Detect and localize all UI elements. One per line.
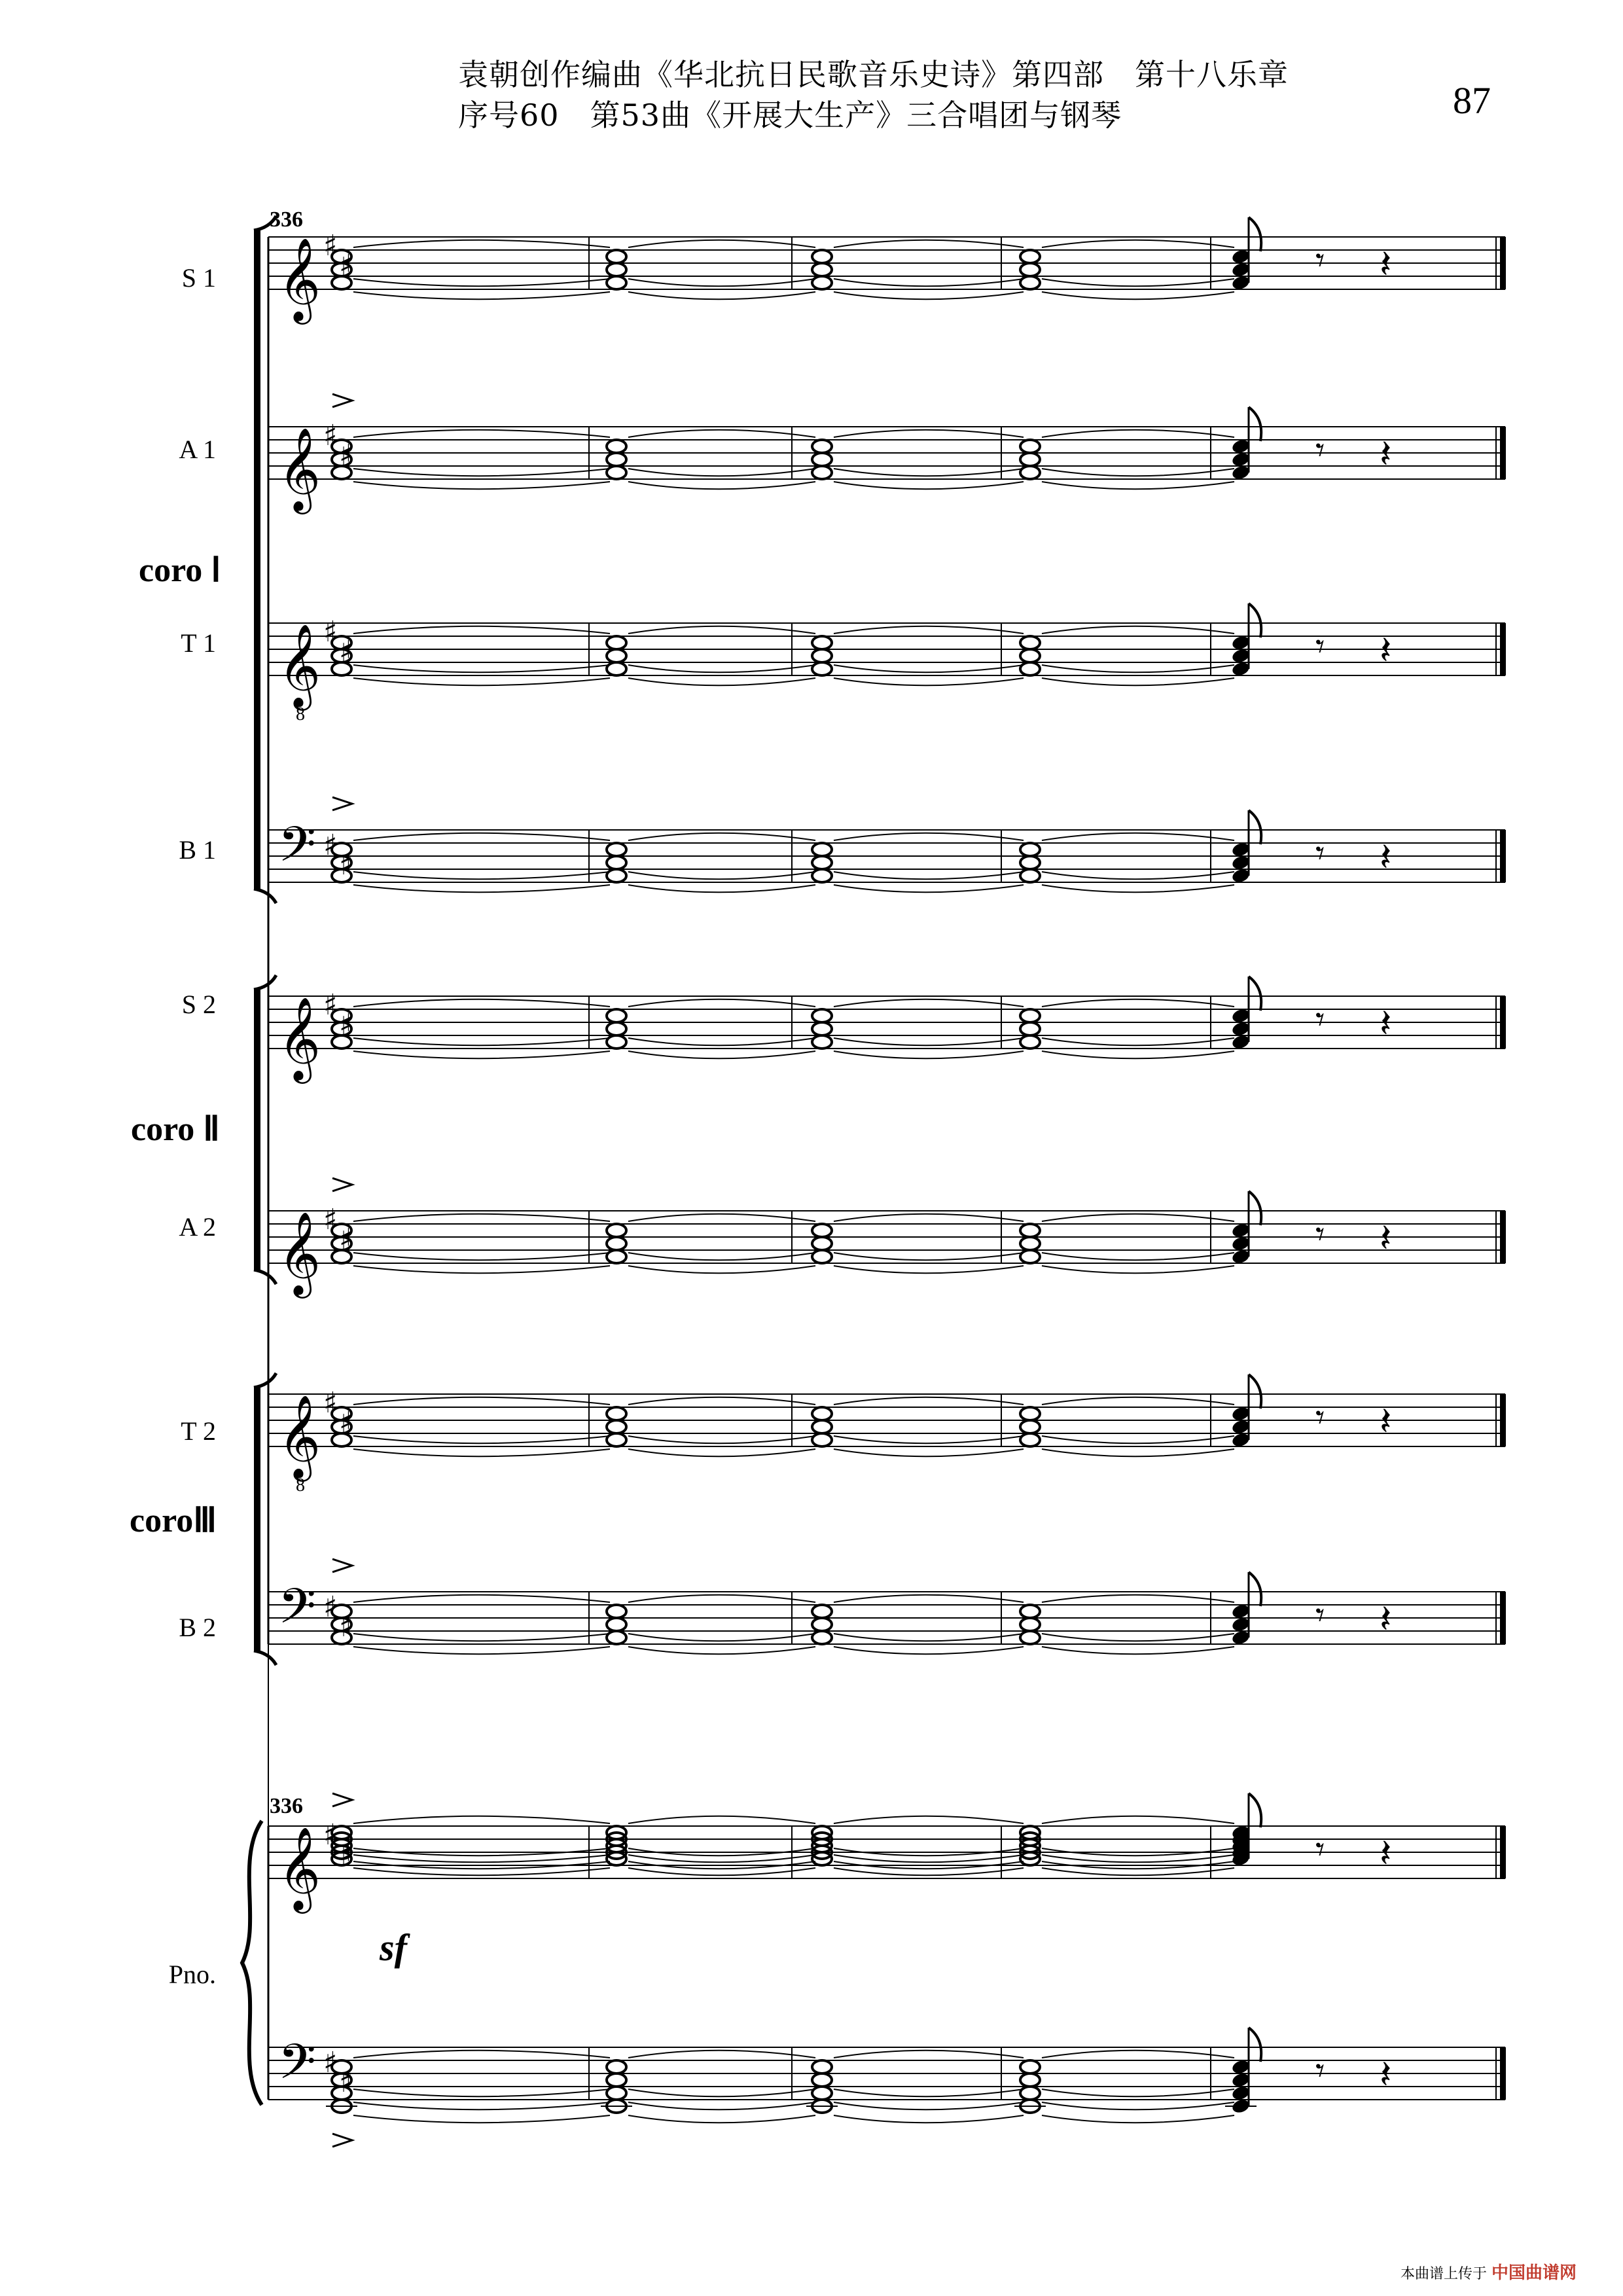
eighth-rest-icon: 𝄾: [1315, 1829, 1325, 1870]
staff-t-1: [181, 603, 1506, 725]
chord: [332, 833, 610, 892]
staff-s-1: [182, 217, 1506, 325]
ottava-marker: 8: [296, 704, 305, 725]
quarter-rest-icon: 𝄽: [1380, 2052, 1392, 2098]
chord: [607, 1214, 815, 1273]
quarter-rest-icon: 𝄽: [1380, 1001, 1392, 1047]
staff-a-1: [179, 394, 1506, 514]
chord: [1020, 1214, 1234, 1273]
chord: [607, 626, 815, 685]
treble-clef-icon: 𝄞: [278, 427, 321, 511]
footer-brand-logo: 中国曲谱网: [1491, 2263, 1577, 2283]
accent-mark: [332, 394, 352, 407]
sharp-icon: ♯: [323, 419, 338, 452]
chord: [812, 1816, 1024, 1875]
chord: [1020, 430, 1234, 489]
measure-number-piano: 336: [270, 1794, 303, 1818]
chord: [1231, 407, 1261, 481]
chord: [607, 1595, 815, 1654]
header-title-line2: 序号60 第53曲《开展大生产》三合唱团与钢琴: [458, 98, 1122, 133]
staff-label: S 1: [181, 263, 216, 293]
chord: [812, 626, 1024, 685]
sharp-icon: ♯: [323, 2046, 338, 2079]
chord: [607, 833, 815, 892]
staff-label: A 1: [179, 435, 216, 464]
chord: [1231, 810, 1261, 884]
choir-bracket: [254, 230, 260, 889]
chord: [1231, 1374, 1261, 1448]
treble-clef-icon: 𝄞: [278, 623, 321, 707]
measure-number-choir: 336: [270, 207, 303, 232]
chord: [1231, 1191, 1261, 1265]
staff-piano-bass: [268, 2028, 1506, 2147]
sharp-icon: ♯: [323, 988, 338, 1022]
bass-clef-icon: 𝄢: [278, 1578, 316, 1647]
sharp-icon: ♯: [323, 829, 338, 862]
chord: [607, 240, 815, 299]
sharp-icon: ♯: [323, 615, 338, 649]
treble-clef-icon: 𝄞: [278, 1394, 321, 1478]
eighth-rest-icon: 𝄾: [1315, 240, 1325, 281]
chord: [1231, 217, 1261, 291]
chord: [332, 430, 610, 489]
chord: [332, 626, 610, 685]
chord: [607, 1397, 815, 1456]
eighth-rest-icon: 𝄾: [1315, 626, 1325, 667]
chord: [812, 1595, 1024, 1654]
chord: [332, 999, 610, 1058]
chord: [812, 999, 1024, 1058]
chord: [1020, 1816, 1234, 1875]
chord: [812, 1214, 1024, 1273]
quarter-rest-icon: 𝄽: [1380, 1215, 1392, 1261]
accent-mark: [332, 1793, 352, 1806]
quarter-rest-icon: 𝄽: [1380, 834, 1392, 880]
sharp-icon: ♯: [323, 1818, 338, 1852]
staff-label: T 2: [181, 1416, 216, 1446]
accent-mark: [332, 2134, 352, 2147]
group-label-coro-1: coro Ⅰ: [139, 552, 221, 589]
chord: [812, 240, 1024, 299]
staff-a-2: [179, 1178, 1506, 1299]
staff-label: Pno.: [168, 1960, 216, 1989]
quarter-rest-icon: 𝄽: [1380, 431, 1392, 477]
quarter-rest-icon: 𝄽: [1380, 1399, 1392, 1444]
choir-bracket: [254, 1388, 260, 1651]
accent-mark: [332, 1178, 352, 1191]
accent-mark: [332, 1559, 352, 1572]
sharp-icon: ♯: [339, 635, 353, 668]
sharp-icon: ♯: [323, 1386, 338, 1420]
chord: [1020, 999, 1234, 1058]
sharp-icon: ♯: [323, 229, 338, 262]
staff-label: B 1: [179, 835, 216, 865]
chord: [1020, 833, 1234, 892]
chord: [1231, 1793, 1261, 1867]
bass-clef-icon: 𝄢: [278, 816, 316, 885]
chord: [1020, 240, 1234, 299]
sharp-icon: ♯: [339, 439, 353, 472]
staff-label: S 2: [181, 990, 216, 1019]
sharp-icon: ♯: [339, 249, 353, 282]
quarter-rest-icon: 𝄽: [1380, 242, 1392, 287]
chord: [1231, 603, 1261, 677]
bass-clef-icon: 𝄢: [278, 2034, 316, 2102]
quarter-rest-icon: 𝄽: [1380, 628, 1392, 673]
eighth-rest-icon: 𝄾: [1315, 1213, 1325, 1255]
dynamic-sf: sf: [380, 1926, 407, 1969]
sharp-icon: ♯: [339, 1406, 353, 1439]
footer-upload-text: 本曲谱上传于: [1400, 2266, 1488, 2282]
eighth-rest-icon: 𝄾: [1315, 833, 1325, 874]
staff-label: B 2: [179, 1613, 216, 1642]
chord: [1020, 626, 1234, 685]
chord: [607, 430, 815, 489]
chord: [1020, 1595, 1234, 1654]
treble-clef-icon: 𝄞: [278, 1211, 321, 1295]
group-label-coro-2: coro Ⅱ: [131, 1111, 220, 1148]
chord: [332, 1816, 610, 1875]
treble-clef-icon: 𝄞: [278, 237, 321, 321]
eighth-rest-icon: 𝄾: [1315, 2050, 1325, 2091]
eighth-rest-icon: 𝄾: [1315, 999, 1325, 1040]
choir-bracket: [254, 990, 260, 1270]
sharp-icon: ♯: [339, 1610, 353, 1643]
sharp-icon: ♯: [339, 2066, 353, 2099]
staff-b-1: [179, 797, 1506, 892]
sharp-icon: ♯: [339, 848, 353, 882]
sharp-icon: ♯: [339, 1008, 353, 1041]
piano-brace: [242, 1821, 262, 2105]
footer-upload-note: [1400, 2259, 1577, 2284]
group-label-coro-3: coroⅢ: [130, 1502, 217, 1539]
treble-clef-icon: 𝄞: [278, 1826, 321, 1910]
chord: [332, 240, 610, 299]
header-title-line1: 袁朝创作编曲《华北抗日民歌音乐史诗》第四部 第十八乐章: [458, 57, 1289, 92]
staff-t-2: [181, 1374, 1506, 1496]
chord: [332, 1595, 610, 1654]
chord: [1231, 977, 1261, 1050]
accent-mark: [332, 797, 352, 810]
staff-label: A 2: [179, 1212, 216, 1242]
quarter-rest-icon: 𝄽: [1380, 1596, 1392, 1642]
staff-pno-: [169, 1793, 1506, 1989]
quarter-rest-icon: 𝄽: [1380, 1831, 1392, 1876]
chord: [812, 1397, 1024, 1456]
staff-s-2: [182, 977, 1506, 1084]
staff-label: T 1: [181, 628, 216, 658]
chord: [1020, 1397, 1234, 1456]
chord: [1225, 2028, 1261, 2115]
eighth-rest-icon: 𝄾: [1315, 1397, 1325, 1438]
eighth-rest-icon: 𝄾: [1315, 1594, 1325, 1636]
sharp-icon: ♯: [339, 1838, 353, 1871]
chord: [332, 1397, 610, 1456]
sharp-icon: ♯: [323, 1590, 338, 1624]
chord: [812, 430, 1024, 489]
eighth-rest-icon: 𝄾: [1315, 429, 1325, 471]
chord: [812, 833, 1024, 892]
chord: [607, 999, 815, 1058]
chord: [1231, 1572, 1261, 1646]
chord: [332, 1214, 610, 1273]
chord: [607, 1816, 815, 1875]
sharp-icon: ♯: [339, 1223, 353, 1256]
ottava-marker: 8: [296, 1475, 305, 1496]
staff-b-2: [179, 1559, 1506, 1654]
sharp-icon: ♯: [323, 1203, 338, 1236]
treble-clef-icon: 𝄞: [278, 996, 321, 1080]
page-number: 87: [1453, 79, 1491, 122]
